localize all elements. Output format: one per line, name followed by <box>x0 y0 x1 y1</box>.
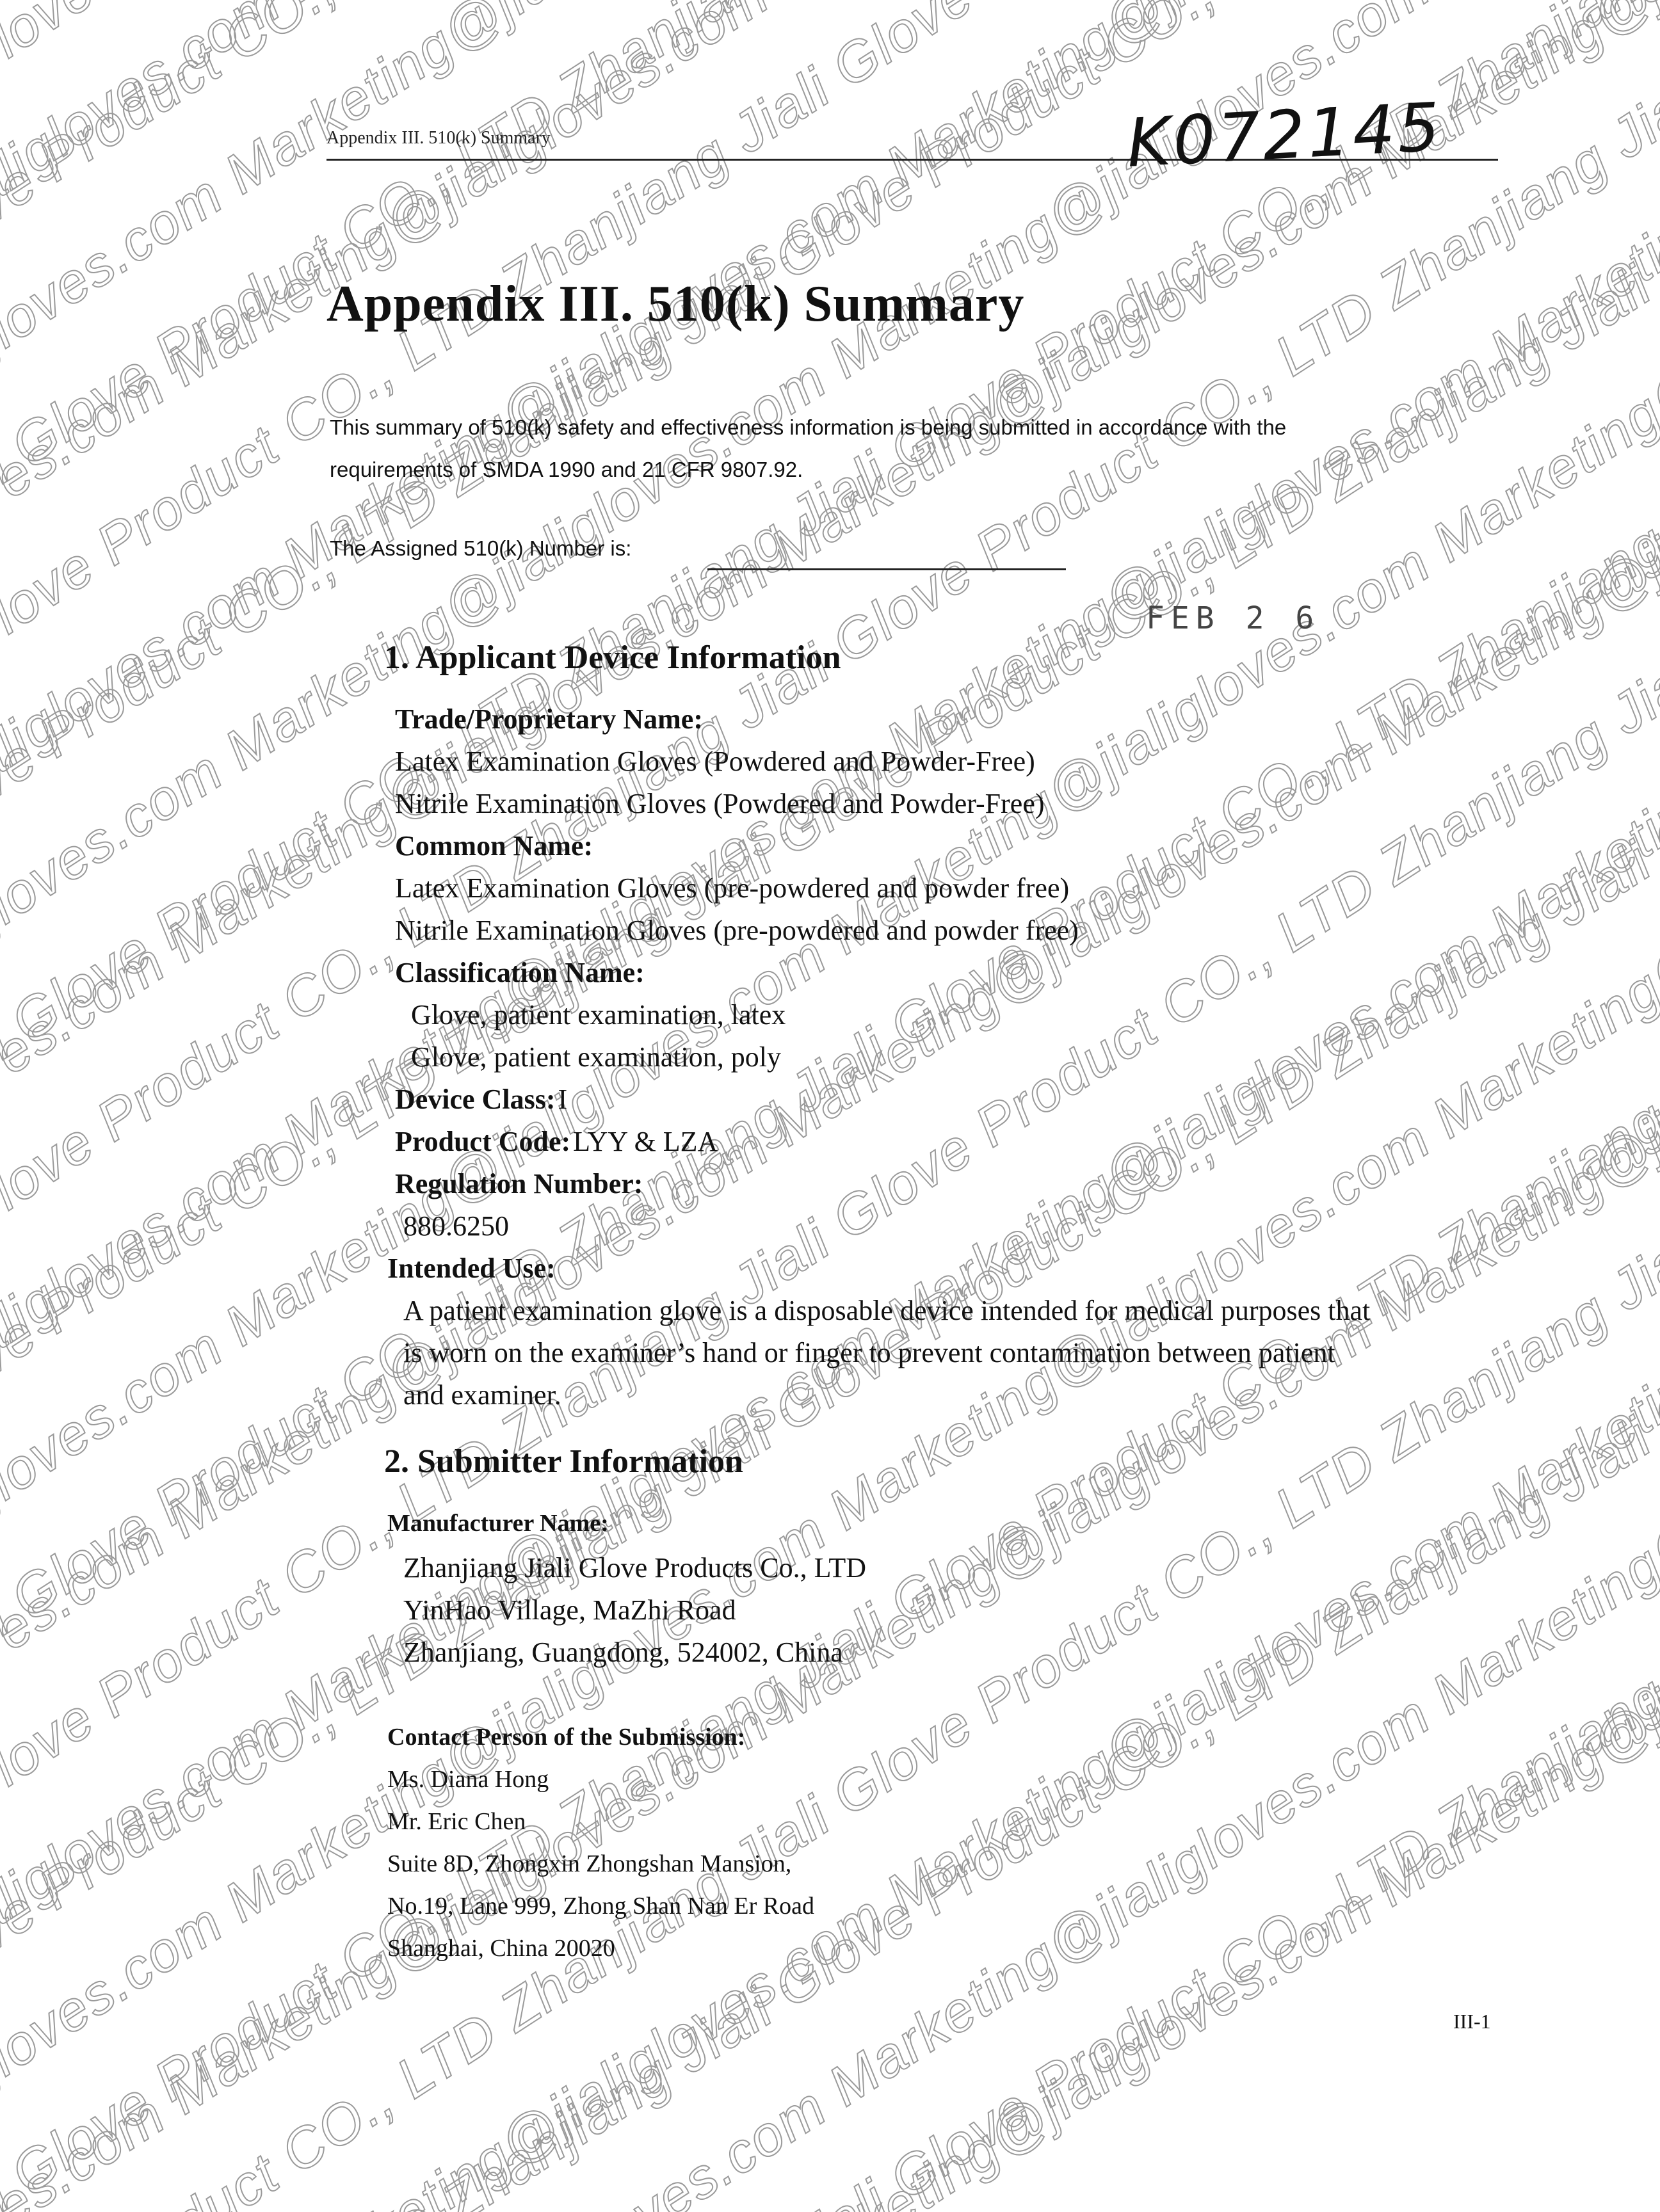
intro-line-2: requirements of SMDA 1990 and 21 CFR 9807.92. <box>330 449 1444 491</box>
watermark-line: Glove Product CO., LTD Zhanjiang Jiali Glove Product CO., LTD Zhanjiang Jiali <box>0 0 1660 2212</box>
classification-name-1: Glove, patient examination, latex <box>411 998 786 1031</box>
intro-line-1: This summary of 510(k) safety and effectiveness information is being submitted in accordance with the <box>330 406 1444 449</box>
handwritten-doc-number: K072145 <box>1125 88 1444 182</box>
watermark-line: CO., LTD Zhanjiang Jiali Glove Product CO., LTD Zhanjiang Jiali <box>0 0 1660 2212</box>
intended-use-label: Intended Use: <box>387 1252 556 1285</box>
regulation-number-value: 880.6250 <box>403 1210 509 1242</box>
watermark-line: Jiali Glove Product CO., LTD Zhanjiang Jiali Glove Product CO., LTD Zhanjiang Jiali <box>0 0 1660 1847</box>
manufacturer-line-1: Zhanjiang Jiali Glove Products Co., LTD <box>403 1551 866 1584</box>
watermark-line: Marketing@jialigloves.com Marketing@jialigloves.com Marketing@jialigloves.com <box>0 314 1660 2212</box>
watermark-line: Marketing@jialigloves.com Marketing@jialigloves.com Marketing@jialigloves.com Marketing@jialigloves.com <box>0 0 1660 1559</box>
intended-use-line-2: is worn on the examiner’s hand or finger to prevent contamination between patient <box>403 1336 1335 1369</box>
manufacturer-line-3: Zhanjiang, Guangdong, 524002, China <box>403 1636 843 1669</box>
common-name-1: Latex Examination Gloves (pre-powdered and powder free) <box>395 872 1069 904</box>
watermark-line: Marketing@jialigloves.com Marketing@jialigloves.com Marketing@jialigloves.com <box>0 122 1660 2212</box>
running-header: Appendix III. 510(k) Summary <box>326 128 551 148</box>
device-class-label: Device Class: <box>395 1084 556 1115</box>
classification-name-2: Glove, patient examination, poly <box>411 1041 781 1073</box>
intended-use-line-3: and examiner. <box>403 1379 561 1411</box>
product-code-label: Product Code: <box>395 1126 570 1157</box>
watermark-line: Marketing@jialigloves.com Marketing@jialigloves.com <box>0 698 1660 2212</box>
assigned-number-label: The Assigned 510(k) Number is: <box>330 536 631 561</box>
page-number: III-1 <box>1453 2010 1491 2033</box>
watermark-line: Glove Product CO., LTD Zhanjiang Jiali Glove Product CO., LTD Zhanjiang Jiali <box>0 0 1660 2039</box>
section-2-heading: 2. Submitter Information <box>384 1443 743 1480</box>
trade-name-1: Latex Examination Gloves (Powdered and Powder-Free) <box>395 745 1035 778</box>
contact-person-label: Contact Person of the Submission: <box>387 1723 745 1751</box>
watermark-line: Marketing@jialigloves.com Marketing@jialigloves.com Marketing@jialigloves.com Marketing@jialigloves.com <box>0 0 1660 1751</box>
section-1-heading: 1. Applicant Device Information <box>384 639 841 677</box>
product-code-value: LYY & LZA <box>573 1126 718 1157</box>
intended-use-line-1: A patient examination glove is a disposable device intended for medical purposes that <box>403 1294 1370 1327</box>
document-title: Appendix III. 510(k) Summary <box>326 275 1024 333</box>
contact-line-4: No.19, Lane 999, Zhong Shan Nan Er Road <box>387 1892 814 1920</box>
watermark-line: Glove Product CO., LTD Zhanjiang Jiali Glove Product CO., LTD Zhanjiang Jiali Glove <box>0 0 1660 2212</box>
watermark-line: Marketing@jialigloves.com Marketing@jialigloves.com Marketing@jialigloves.com Marketing@jialigloves.com <box>0 0 1660 2135</box>
watermark-line: Marketing@jialigloves.com Marketing@jialigloves.com <box>0 506 1660 2212</box>
regulation-number-label: Regulation Number: <box>395 1167 643 1200</box>
contact-line-2: Mr. Eric Chen <box>387 1807 526 1836</box>
trade-name-2: Nitrile Examination Gloves (Powdered and Powder-Free) <box>395 787 1045 820</box>
trade-name-label: Trade/Proprietary Name: <box>395 703 703 735</box>
common-name-2: Nitrile Examination Gloves (pre-powdered and powder free) <box>395 914 1079 947</box>
watermark-line: Marketing@jialigloves.com Marketing@jialigloves.com Marketing@jialigloves.com Marketing@jialigloves.com <box>0 0 1660 1943</box>
watermark-line: Marketing@jialigloves.com Marketing@jialigloves.com Marketing@jialigloves.com Marketing@jialigloves.com <box>0 0 1660 2212</box>
received-date-stamp: FEB 2 6 <box>1146 600 1320 636</box>
watermark-line: Zhanjiang Jiali Glove Product CO., LTD Zhanjiang Jiali Glove <box>0 0 1660 2212</box>
common-name-label: Common Name: <box>395 830 593 862</box>
manufacturer-name-label: Manufacturer Name: <box>387 1509 609 1537</box>
contact-line-5: Shanghai, China 20020 <box>387 1934 615 1962</box>
contact-line-3: Suite 8D, Zhongxin Zhongshan Mansion, <box>387 1850 791 1878</box>
classification-name-label: Classification Name: <box>395 956 645 989</box>
watermark-line: Glove Product CO., LTD Zhanjiang Jiali <box>0 0 1660 2212</box>
watermark-line: Marketing@jialigloves.com Marketing@jialigloves.com Marketing@jialigloves.com <box>0 0 1660 1367</box>
contact-line-1: Ms. Diana Hong <box>387 1765 549 1793</box>
manufacturer-line-2: YinHao Village, MaZhi Road <box>403 1594 736 1626</box>
device-class-value: I <box>558 1084 568 1115</box>
